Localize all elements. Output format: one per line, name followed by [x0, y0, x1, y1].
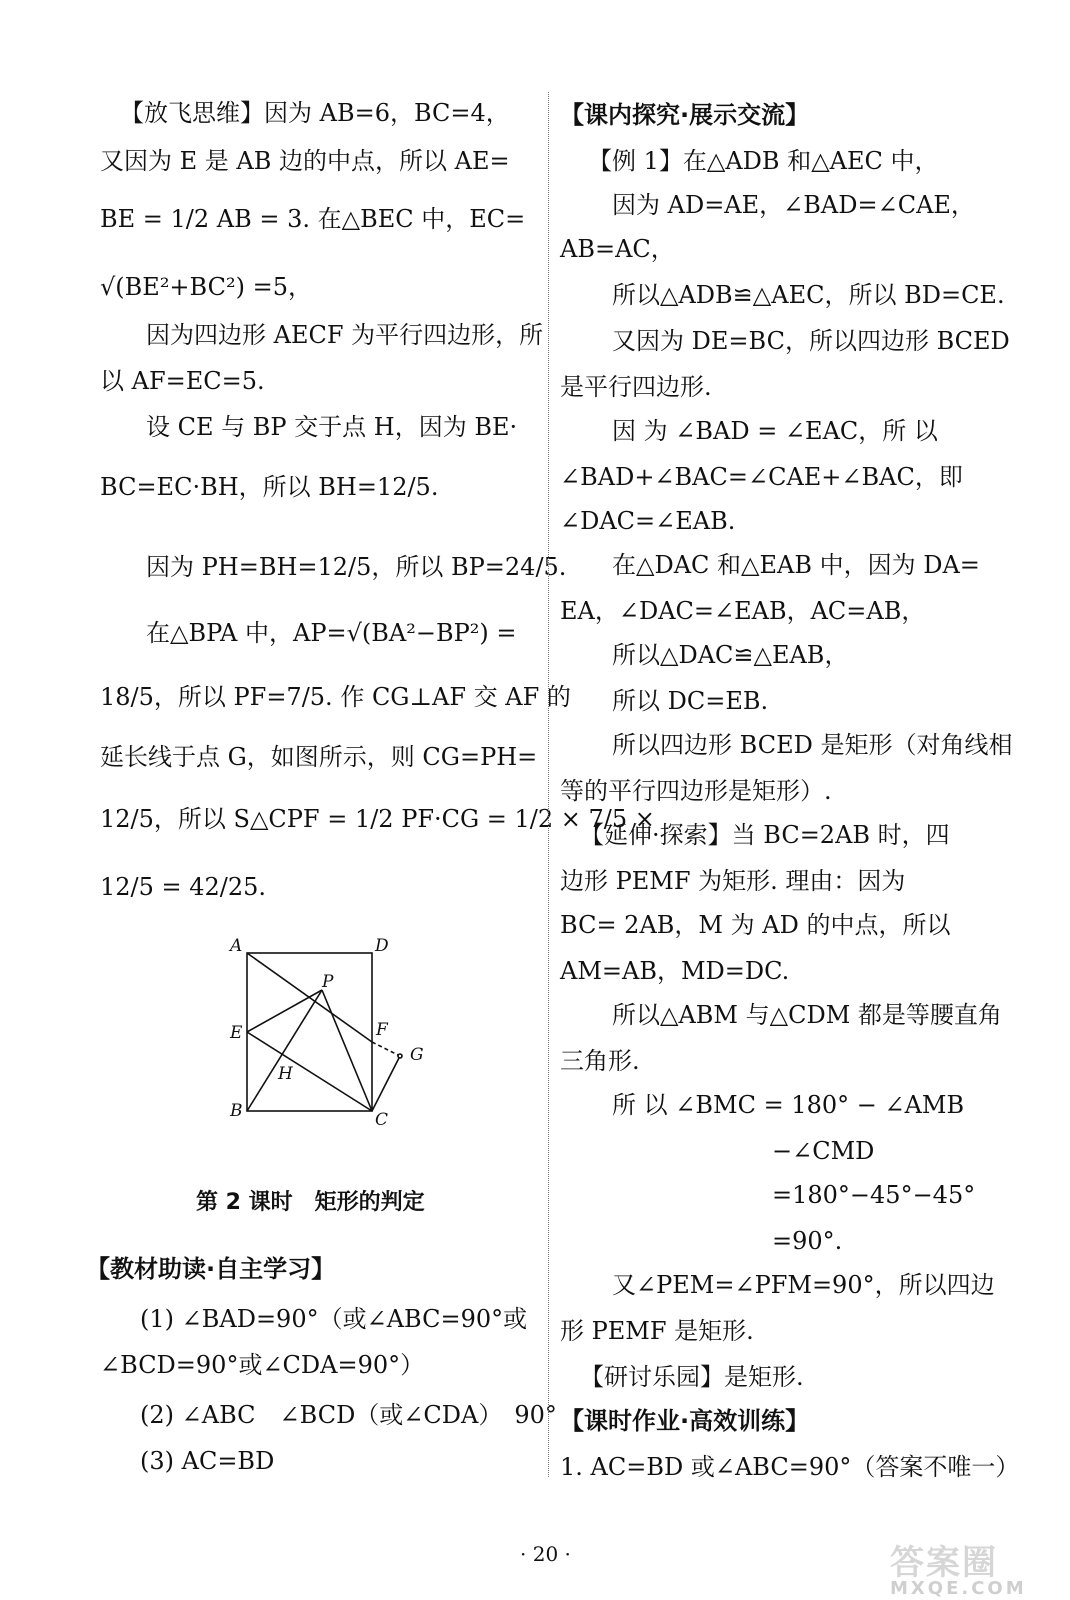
section-header: 【课内探究·展示交流】	[560, 101, 810, 129]
text-line: 因为 AD=AE，∠BAD=∠CAE，	[612, 191, 975, 219]
text-line: 所以 DC=EB.	[612, 687, 769, 715]
label-p: P	[322, 972, 334, 992]
text-line: EA，∠DAC=∠EAB，AC=AB，	[560, 597, 926, 625]
segment-cg	[372, 1056, 400, 1111]
text-line: BC=EC·BH，所以 BH=12/5.	[100, 473, 439, 501]
text-line: 【放飞思维】因为 AB=6，BC=4，	[120, 99, 510, 127]
text-line: 1. AC=BD 或∠ABC=90°（答案不唯一）	[560, 1453, 1020, 1481]
text-line: 12/5 = 42/25.	[100, 873, 267, 901]
text-line: 18/5，所以 PF=7/5. 作 CG⊥AF 交 AF 的	[100, 683, 571, 711]
text-line: BE = 1/2 AB = 3. 在△BEC 中，EC=	[100, 205, 526, 233]
watermark-url: MXQE.COM	[890, 1578, 1027, 1599]
text-line: 12/5，所以 S△CPF = 1/2 PF·CG = 1/2 × 7/5 ×	[100, 805, 655, 833]
text-line: √(BE²+BC²) =5，	[100, 273, 312, 301]
label-e: E	[230, 1023, 243, 1043]
text-line: 三角形.	[560, 1047, 640, 1075]
text-line: ∠BAD+∠BAC=∠CAE+∠BAC，即	[560, 463, 963, 491]
answer-line: ∠BCD=90°或∠CDA=90°）	[100, 1351, 425, 1379]
text-line: 【研讨乐园】是矩形.	[580, 1363, 804, 1391]
text-line: 在△BPA 中，AP=√(BA²−BP²) =	[146, 619, 517, 647]
text-line: 设 CE 与 BP 交于点 H，因为 BE·	[146, 413, 518, 441]
text-line: 等的平行四边形是矩形）.	[560, 777, 832, 805]
text-line: 因 为 ∠BAD = ∠EAC，所 以	[612, 417, 938, 445]
text-line: −∠CMD	[772, 1137, 875, 1165]
lesson-title: 第 2 课时 矩形的判定	[196, 1190, 425, 1215]
rectangle-abcd	[247, 953, 372, 1111]
label-b: B	[230, 1101, 243, 1121]
text-line: 所 以 ∠BMC = 180° − ∠AMB	[612, 1091, 965, 1119]
text-line: 形 PEMF 是矩形.	[560, 1317, 754, 1345]
text-line: 是平行四边形.	[560, 373, 712, 401]
label-h: H	[278, 1064, 293, 1084]
text-line: 延长线于点 G，如图所示，则 CG=PH=	[100, 743, 538, 771]
text-line: 【例 1】在△ADB 和△AEC 中，	[588, 147, 939, 175]
text-line: ∠DAC=∠EAB.	[560, 507, 736, 535]
label-g: G	[410, 1045, 424, 1065]
text-line: 又因为 E 是 AB 边的中点，所以 AE=	[100, 147, 510, 175]
text-line: 所以四边形 BCED 是矩形（对角线相	[612, 731, 1013, 759]
answer-line: (3) AC=BD	[140, 1447, 275, 1475]
text-line: =180°−45°−45°	[772, 1181, 976, 1209]
section-header: 【教材助读·自主学习】	[86, 1255, 336, 1283]
text-line: 所以△DAC≌△EAB，	[612, 641, 849, 669]
text-line: 边形 PEMF 为矩形. 理由：因为	[560, 867, 906, 895]
watermark-logo	[890, 1535, 1060, 1599]
text-line: 又∠PEM=∠PFM=90°，所以四边	[612, 1271, 995, 1299]
text-line: 又因为 DE=BC，所以四边形 BCED	[612, 327, 1010, 355]
text-line: BC= 2AB，M 为 AD 的中点，所以	[560, 911, 951, 939]
geometry-figure	[220, 935, 440, 1130]
text-line: 【延伸·探索】当 BC=2AB 时，四	[580, 821, 950, 849]
answer-line: (1) ∠BAD=90°（或∠ABC=90°或	[140, 1305, 528, 1333]
answer-line: (2) ∠ABC ∠BCD（或∠CDA） 90°	[140, 1401, 557, 1429]
text-line: AM=AB，MD=DC.	[560, 957, 790, 985]
text-line: 所以△ADB≌△AEC，所以 BD=CE.	[612, 281, 1005, 309]
label-c: C	[375, 1110, 389, 1130]
text-line: 在△DAC 和△EAB 中，因为 DA=	[612, 551, 980, 579]
segment-ec	[247, 1032, 372, 1111]
text-line: =90°.	[772, 1227, 843, 1255]
text-line: 因为 PH=BH=12/5，所以 BP=24/5.	[146, 553, 567, 581]
point-g	[398, 1054, 402, 1058]
text-line: 以 AF=EC=5.	[100, 367, 265, 395]
watermark-title: 答案圈	[890, 1543, 998, 1583]
page-number: · 20 ·	[520, 1542, 571, 1566]
text-line: 因为四边形 AECF 为平行四边形，所	[146, 321, 544, 349]
text-line: 所以△ABM 与△CDM 都是等腰直角	[612, 1001, 1002, 1029]
label-a: A	[230, 936, 243, 956]
segment-bp	[247, 990, 322, 1111]
segment-ep	[247, 990, 322, 1032]
section-header: 【课时作业·高效训练】	[560, 1407, 810, 1435]
label-d: D	[375, 936, 389, 956]
extension-fg	[372, 1042, 400, 1056]
label-f: F	[376, 1020, 388, 1040]
column-divider	[548, 92, 549, 1477]
text-line: AB=AC，	[560, 235, 675, 263]
segment-pc	[322, 990, 372, 1111]
